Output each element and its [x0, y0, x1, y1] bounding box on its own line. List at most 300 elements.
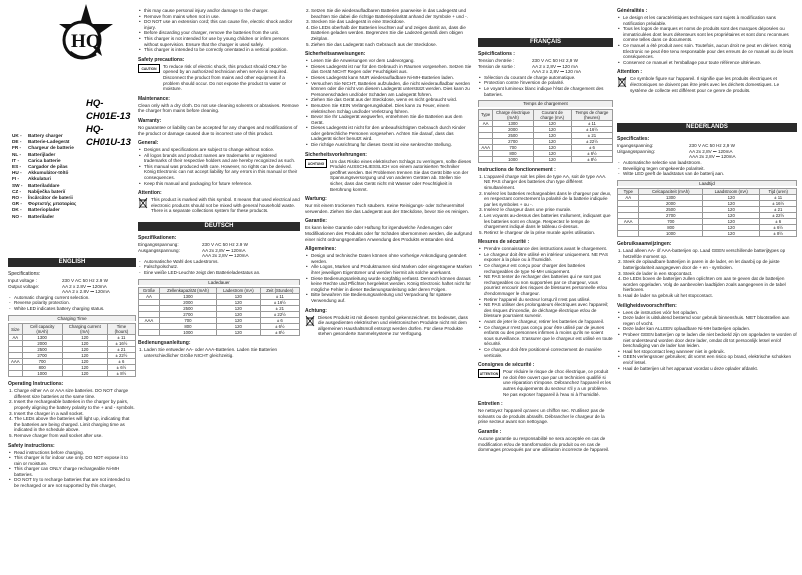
en-attention [138, 197, 300, 214]
table-cell: 2700 [22, 353, 62, 359]
lang-name: Încărcător de baterii [28, 195, 73, 201]
table-header: Charging current (mA) [62, 324, 107, 335]
german-section [138, 222, 300, 358]
column-1 [8, 0, 136, 575]
table-row [9, 371, 136, 377]
model-1: HQ-CH01E-13 [86, 98, 131, 122]
table-cell: 700 [639, 219, 703, 225]
nl-op-title: Gebruiksaanwijzingen: [617, 241, 672, 248]
table-cell: ± 21 [760, 207, 797, 213]
lang-code: ES - [12, 164, 22, 170]
en-output-label: Output voltage: [8, 283, 40, 289]
table-cell: 800 [493, 150, 533, 156]
fr-spec-list [478, 75, 613, 97]
lang-code: UK - [12, 133, 22, 138]
lang-code: SW - [12, 182, 23, 188]
fr-op-title: Instructions de fonctionnement : [478, 166, 556, 173]
list-item: • Lees de instructies vóór het opladen. [617, 310, 797, 316]
list-item: 5. Ziehen Sie das Ladegerät nach Gebrauch aus der Steckdose. [305, 42, 472, 48]
table-cell: ± 8½ [760, 231, 797, 237]
list-item: - White LED indicates battery charging status. [8, 306, 136, 312]
en-op-title: Operating Instructions: [8, 381, 64, 388]
table-row [139, 330, 300, 336]
table-cell: ± 6 [760, 219, 797, 225]
fr-general-list [617, 15, 797, 65]
table-cell: 1300 [22, 335, 62, 341]
table-cell: ± 11 [760, 195, 797, 201]
de-op-list [138, 347, 300, 358]
en-maint-text: Clean only with a dry cloth. Do not use cleaning solvents or abrasives. Remove the charger from mains before cleaning. [138, 102, 299, 114]
list-item: • NE PAS tenter de recharger des batteries qui ne sont pas rechargeables ou non supportées par ce chargeur, vous pourriez encourir des risques de blessures personnelle et/ou d'endommager le chargeur. [478, 274, 613, 296]
table-cell: 120 [62, 353, 107, 359]
list-item: 1. Laad alleen AA- óf AAA-batterijen op. Laad GEEN verschillende batterijtypes op hetzelfde moment op. [617, 248, 797, 259]
list-item: - Automatische selectie van laadstroom. [617, 160, 797, 166]
list-item: • Haal het stopcontact leeg wanneer niet in gebruik. [617, 349, 797, 355]
table-cell: ± 22½ [260, 312, 299, 318]
lang-name: Chargeur de batterie [28, 145, 74, 151]
lang-item [12, 214, 76, 220]
list-item: • Prendre connaissance des instructions avant le chargement. [478, 246, 613, 252]
list-item: • Dieses Ladegerät ist nicht für den unbeaufsichtigten Gebrauch durch Kinder oder gebrechliche Personen vorgesehen. Achten Sie darauf, dass das Ladegerät sicher benutzt wird. [305, 125, 472, 142]
de-precautions [305, 159, 472, 193]
column-2 [138, 0, 300, 575]
table-cell: 700 [159, 318, 216, 324]
list-item: • All logos brands and product names are trademarks or registered trademarks of their respective holders and are hereby recognized as such. [138, 153, 300, 164]
list-item: • Probeer GEEN batterijen op te laden die niet bedoeld zijn om opgeladen te worden of niet ondersteund worden door deze lader, omdat dit tot persoonlijk letsel en/of beschadiging van de lader kan leiden. [617, 332, 797, 349]
list-item: 3. Stecken Sie das Ladegerät in eine Steckdose. [305, 19, 472, 25]
fr-precautions-title: Consignes de sécurité : [478, 362, 535, 369]
table-cell: ± 16½ [760, 201, 797, 207]
list-item: • Designs and specifications are subject to change without notice. [138, 147, 300, 153]
table-cell: 120 [703, 207, 760, 213]
nl-charging-table [617, 188, 797, 237]
list-item: • Le design et les caractéristiques techniques sont sujets à modification sans notification préalable. [617, 15, 797, 26]
table-cell: ± 22½ [760, 213, 797, 219]
list-item: • Ce chargeur doit être positionné correctement de manière verticale. [478, 347, 613, 358]
list-item: 5. Retirez le chargeur de la prise murale après utilisation. [478, 230, 613, 236]
table-cell: 120 [703, 231, 760, 237]
table-cell: 120 [533, 156, 571, 162]
table-cell: 120 [62, 371, 107, 377]
language-list [12, 133, 76, 220]
hq-logo [8, 0, 136, 90]
de-warranty-text: Es kann keine Garantie oder Haftung für irgendwelche Änderungen oder Modifikationen des Produkts oder für Schäden übernommen werden, die aufgrund einer nicht ordnungsgemäßen Anwendung des Produkts entstanden sind. [305, 225, 472, 242]
nl-input-label: Ingangsspanning: [617, 143, 654, 149]
column-4 [478, 0, 613, 575]
english-section [8, 258, 136, 489]
table-cell: 1300 [639, 195, 703, 201]
lang-name: Battery charger [28, 133, 63, 138]
list-item: 3. Insert the charger in a wall socket. [8, 411, 136, 417]
list-item: 2. Setzen Sie die wiederaufladbaren Batterien paarweise in das Ladegerät und beachten Sie dabei die richtige Batteriepolarität anhand der Symbole + und -. [305, 8, 472, 19]
list-item: • Read instructions before charging. [8, 450, 136, 456]
en-general-list [138, 147, 300, 186]
list-item: • Bitte bewahren Sie Bedienungsanleitung und Verpackung für spätere Verwendung auf. [305, 292, 472, 303]
list-item: 1. L'appareil charge soit les piles de type AA, soit de type AAA. NE PAS charger des batteries d'un type différent simultanément. [478, 174, 613, 191]
column-5 [617, 0, 797, 575]
lang-code: FI - [12, 176, 20, 182]
nl-spec-title: Specificaties: [617, 136, 650, 143]
fr-output-value1: AA 2 x 2,8V ⎓ 120 mA [532, 63, 579, 69]
table-cell: ± 11 [107, 335, 135, 341]
list-item: • Design und technische Daten können ohne vorherige Ankündigung geändert werden. [305, 253, 472, 264]
lang-name: Carica batterie [28, 157, 61, 163]
table-cell: AAA [9, 359, 23, 365]
model-numbers [86, 97, 136, 149]
table-cell: ± 22½ [571, 138, 612, 144]
list-item: - Beveiliging tegen omgekeerde polariteit. [617, 166, 797, 172]
lang-name: Akkulaturi [28, 176, 51, 182]
table-cell: 2000 [22, 341, 62, 347]
list-item: 5. Remove charger from wall socket after use. [8, 433, 136, 439]
table-cell: 2700 [159, 312, 216, 318]
fr-input-value: 230 V AC 50 Hz 2,9 W [532, 58, 578, 63]
table-row [479, 156, 613, 162]
table-cell: ± 16½ [571, 126, 612, 132]
list-item: • Avant de jeter le chargeur, retirer les batteries de l'appareil. [478, 319, 613, 325]
lang-code: CZ - [12, 188, 22, 194]
list-item: • Conservez ce manuel et l'emballage pour toute référence ultérieure. [617, 60, 797, 66]
table-cell: 120 [703, 195, 760, 201]
list-item: • Versuchen Sie NICHT, Batterien aufzuladen, die nicht wiederaufladbar werden können oder die nicht von diesem Ladegerät unterstützt werden. Dies kann zu Personenschäden und/oder Schäden am Ladegerät führen. [305, 81, 472, 98]
table-cell: ± 21 [571, 132, 612, 138]
table-cell: 2700 [493, 138, 533, 144]
fr-spec-title: Spécifications : [478, 51, 515, 57]
table-row [618, 231, 797, 237]
dutch-header: NEDERLANDS [617, 123, 797, 132]
table-cell: AAA [479, 144, 493, 150]
table-cell: AA [479, 120, 493, 126]
list-item: • Ziehen Sie das Gerät aus der Steckdose, wenn es nicht gebraucht wird. [305, 97, 472, 103]
list-item: • Bevor Sie Ihr Ladegerät wegwerfen, entnehmen Sie die Batterien aus dem Gerät. [305, 114, 472, 125]
list-item: • DO NOT use an extension cord; this can cause fire, electric shock and/or injury. [138, 19, 300, 30]
table-cell: ± 6 [107, 359, 135, 365]
list-item: • NE PAS utiliser des prolongateurs électriques avec l'appareil; des risques d'incendie, de décharge électrique et/ou de blessure pourraient survenir. [478, 302, 613, 319]
weee-bin-icon [138, 197, 148, 209]
table-cell: AA [9, 335, 23, 341]
nl-output-label: Uitgangsspanning: [617, 148, 656, 154]
en-input-value: 230 V AC 50 Hz 2.9 W [62, 278, 108, 283]
list-item: 4. De LEDs boven de batterijen zullen oplichten om aan te geven dat de batterijen worden opgeladen. Volg de aanbevolen laadtijden zoals aangegeven in de tabel hierboven. [617, 276, 797, 293]
nl-output-value1: AA 2x 2,8V ⎓ 120mA [689, 148, 733, 154]
lang-name: Cargador de pilas [28, 164, 68, 170]
fr-attention-text: Ce symbole figure sur l'appareil. Il signifie que les produits électriques et électroniques ne doivent pas être jetés avec les déchets domestiques. Le système de collecte est différent pour ce genre de produits. [630, 76, 780, 93]
fr-safety-title: Mesures de sécurité : [478, 239, 530, 246]
table-cell [139, 330, 160, 336]
table-cell [9, 371, 23, 377]
table-cell: 1300 [493, 120, 533, 126]
list-item: • This manual was produced with care. However, no rights can be derived. König Electronic can not accept liability for any errors in this manual or their consequences. [138, 164, 300, 181]
english-header: ENGLISH [8, 258, 136, 267]
table-cell: AAA [139, 318, 160, 324]
table-header: Tijd (uren) [760, 189, 797, 195]
table-cell: 120 [62, 347, 107, 353]
fr-precautions [478, 369, 613, 397]
table-header: Zellenkapazität (mAh) [159, 288, 216, 294]
de-maint-title: Wartung: [305, 196, 327, 203]
de-maint-text: Nur mit einem trockenen Tuch säubern. Keine Reinigungs- oder Scheuermittel verwenden. Ziehen Sie das Ladegerät aus der Steckdose, bevor Sie es reinigen. [305, 203, 469, 214]
table-cell: AA [139, 294, 160, 300]
list-item: • Sélection du courant de charge automatique. [478, 75, 613, 81]
de-table-caption: Ladedauer [138, 279, 300, 286]
lang-name: Φορτιστής μπαταρίας [28, 201, 77, 207]
en-general-title: General: [138, 140, 159, 147]
list-item: • Ce chargeur n'est pas conçu pour être utilisé par de jeunes enfants ou des personnes infirmes à moins qu'ils ne soient sous surveillance. S'assurer que le chargeur est utilisé en toute sécurité. [478, 325, 613, 347]
lang-name: Batterioplader [28, 207, 60, 213]
table-cell [618, 231, 639, 237]
table-cell: 1000 [639, 231, 703, 237]
list-item: 3. Insérez le chargeur dans une prise murale. [478, 207, 613, 213]
fr-attention-title: Attention : [617, 69, 642, 76]
table-header: Courant de charge (mA) [533, 109, 571, 120]
table-cell: ± 22½ [107, 353, 135, 359]
lang-name: Batterilader [28, 213, 55, 219]
en-attention-text: This product is marked with this symbol. It means that used electrical and electronic products should not be mixed with general household waste. There is a separate collections system for these products. [151, 197, 300, 214]
fr-attention [617, 76, 797, 93]
table-cell: 1300 [159, 294, 216, 300]
en-warranty-title: Warranty: [138, 117, 162, 124]
lang-name: Nabíječka baterií [28, 188, 66, 194]
list-item: • Alle Logos, Marken und Produktnamen sind Marken oder eingetragene Marken ihrer jeweiligen Eigentümer und werden hiermit als solche anerkannt. [305, 264, 472, 275]
table-cell: 2500 [493, 132, 533, 138]
de-attention [305, 315, 472, 337]
list-item: • Ce manuel a été produit avec soin. Toutefois, aucun droit ne peut en dériver. König Electronic ne peut être tenu responsable pour des erreurs de ce manuel ou de leurs conséquences. [617, 43, 797, 60]
fr-warranty-text: Aucune garantie ou responsabilité ne sera acceptée en cas de modification et/ou de transformation du produit ou en cas de dommages provoqués par une utilisation incorrecte de l'appareil. [478, 435, 610, 453]
en-output-value1: AA 2 x 2.8V ⎓ 120mA [62, 283, 107, 289]
table-header: Temps de charge (heures) [571, 109, 612, 120]
table-cell: 120 [217, 306, 261, 312]
table-header: Laadstroom (mA) [703, 189, 760, 195]
list-item: 4. The LEDs above the batteries will light up, indicating that the batteries are being charged. Limit charging time as indicated in the schedule above. [8, 416, 136, 433]
table-cell: 120 [533, 144, 571, 150]
list-item: - Falschpolschutz. [138, 264, 300, 270]
caution-shock-icon: ACHTUNG [305, 159, 327, 168]
list-item: 4. Les voyants au-dessus des batteries s'allument, indiquant que les batteries sont en charge. Respectez le temps de chargement indiqué dans le tableau ci-dessus. [478, 213, 613, 230]
table-cell: ± 16½ [107, 341, 135, 347]
de-safety-list [305, 58, 472, 148]
list-item: • Dieses Ladegerät ist nur für den Gebrauch in Räumen vorgesehen. Setzen Sie das Gerät NICHT Regen oder Feuchtigkeit aus. [305, 64, 472, 75]
lang-name: Batteriladdare [28, 182, 60, 188]
list-item: - Reverse polarity protection. [8, 300, 136, 306]
table-cell: 120 [703, 201, 760, 207]
table-cell: ± 21 [107, 347, 135, 353]
list-item: • This charger is for indoor use only. DO NOT expose it to rain or moisture. [8, 455, 136, 466]
fr-precautions-text: Pour réduire le risque de choc électrique, ce produit ne doit être ouvert que par un technicien qualifié si une réparation s'impose. Débranchez l'appareil et les autres équipements du secteur s'il y a un problème. Ne pas exposer l'appareil à l'eau ni à l'humidité. [503, 369, 611, 397]
table-cell: ± 6½ [260, 324, 299, 330]
de-general-title: Allgemeines: [305, 246, 337, 253]
table-cell: 2000 [493, 126, 533, 132]
table-cell: 2000 [159, 300, 216, 306]
fr-table-caption: Temps de chargement [478, 100, 613, 107]
table-cell: ± 8½ [260, 330, 299, 336]
svg-text:HQ: HQ [71, 31, 101, 52]
fr-output-value2: AAA 2 x 2,8V ⎓ 120 mA [532, 69, 582, 75]
table-cell: ± 6 [571, 144, 612, 150]
fr-warranty-title: Garantie : [478, 428, 502, 435]
list-item: • Before discarding your charger, remove the batteries from the unit. [138, 30, 300, 36]
de-output-value2: AAA 2x 2,8V ⎓ 120mA [202, 253, 249, 259]
de-output-value1: AA 2x 2,8V ⎓ 120mA [202, 247, 246, 253]
table-header: Ladestrom (mA) [217, 288, 261, 294]
table-cell: 120 [217, 312, 261, 318]
list-item: - Witte LED geeft de laadstatus van de batterij aan. [617, 171, 797, 177]
en-safety-list [8, 450, 136, 489]
list-item: 2. Insert the rechargeable batteries in the charger by pairs, properly aligning the battery polarity to the + and - symbols. [8, 399, 136, 410]
de-output-label: Ausgangsspannung: [138, 247, 180, 253]
table-cell: 700 [493, 144, 533, 150]
nl-safety-list [617, 310, 797, 372]
list-item: 2. Steek de oplaadbare batterijen in paren in de lader, en let daarbij op de juiste batterijpolariteit aangegeven door de + en - symbolen. [617, 259, 797, 270]
lang-name: Batterie-Ladegerät [28, 139, 70, 145]
lang-code: DK - [12, 207, 22, 213]
en-spec-list [8, 295, 136, 312]
table-header: Größe [139, 288, 160, 294]
fr-maint-title: Entretien : [478, 401, 503, 408]
de-attention-text: Dieses Produkt ist mit diesem Symbol gekennzeichnet. Es bedeutet, dass die ausgedienten elektrischen und elektronischen Produkte nicht mit dem allgemeinen Haushaltsmüll entsorgt werden dürfen. Für diese Produkte stehen gesonderte Sammelsysteme zur Verfügung. [318, 314, 468, 337]
fr-input-label: Tension d'entrée : [478, 58, 515, 63]
table-cell: 120 [533, 120, 571, 126]
nl-safety-title: Veiligheidsvoorschriften: [617, 302, 677, 309]
table-cell: AA [618, 195, 639, 201]
german-header: DEUTSCH [138, 222, 300, 231]
table-header: Time (hours) [107, 324, 135, 335]
de-spec-list [138, 259, 300, 276]
table-cell: ± 8½ [571, 156, 612, 162]
table-cell: 120 [533, 132, 571, 138]
lang-code: FR - [12, 145, 22, 151]
lang-code: HU - [12, 170, 22, 176]
list-item: • Le voyant lumineux blanc indique l'état de chargement des batteries. [478, 86, 613, 97]
model-2: HQ-CH01U-13 [86, 124, 131, 148]
en-input-label: Input voltage : [8, 278, 37, 283]
list-item: • This charger is not intended for use by young children or infirm persons without supervision. Ensure that the charger is used safely. [138, 36, 300, 47]
lang-code: NL - [12, 151, 22, 157]
table-cell: ± 6½ [107, 365, 135, 371]
en-safety-title: Safety instructions: [8, 442, 55, 449]
list-item: • Le chargeur doit être utilisé en intérieur uniquement. NE PAS exposer à la pluie ou à l'humidité. [478, 252, 613, 263]
en-output-value2: AAA 2 x 2.8V ⎓ 120mA [62, 289, 110, 295]
table-cell: 120 [703, 213, 760, 219]
fr-safety-list [478, 246, 613, 358]
de-charging-table [138, 287, 300, 336]
table-header: Type [479, 109, 493, 120]
en-safety-list-continued [138, 8, 300, 53]
fr-general-title: Généralités : [617, 8, 648, 14]
table-cell: ± 21 [260, 306, 299, 312]
caution-shock-icon: ATTENTION [478, 369, 500, 378]
en-warranty-text: No guarantee or liability can be accepted for any changes and modifications of the product or damage caused due to incorrect use of this product. [138, 124, 298, 136]
de-op-list-continued [305, 8, 472, 47]
list-item: • Protection contre l'inversion de polarité. [478, 80, 613, 86]
table-cell: ± 11 [260, 294, 299, 300]
table-cell: ± 8½ [107, 371, 135, 377]
french-section [478, 38, 613, 453]
table-cell: AAA [618, 219, 639, 225]
list-item: • Dieses Ladegerät kann NUR wiederaufladbare Ni-MH-Batterien laden. [305, 75, 472, 81]
list-item: • Remove from mains when not in use. [138, 14, 300, 20]
table-header: Cell capacity (mAh) [22, 324, 62, 335]
table-cell: ± 6½ [571, 150, 612, 156]
table-cell: 120 [217, 294, 261, 300]
list-item: - Automatische Wahl des Ladestroms. [138, 259, 300, 265]
table-cell: ± 16½ [260, 300, 299, 306]
table-header: Size [9, 324, 23, 335]
de-precautions-text: Um das Risiko eines elektrischen Schlags zu verringern, sollte dieses Produkt AUSSCHLIESSLICH von einem autorisierten Techniker geöffnet werden. Bei Problemen trennen Sie das Gerät bitte von der Spannungsversorgung und von anderen Geräten ab. Stellen Sie sicher, dass das Gerät nicht mit Wasser oder Feuchtigkeit in Berührung kommt. [330, 158, 472, 192]
table-cell: 120 [703, 219, 760, 225]
de-precautions-title: Sicherheitsvorkehrungen: [305, 151, 367, 158]
list-item: 4. Die LEDs oberhalb der Batterien leuchten auf und zeigen damit an, dass die Batterien geladen werden. Begrenzen Sie die Ladezeit gemäß dem obigen Zeitplan. [305, 25, 472, 42]
table-cell: ± 6½ [760, 225, 797, 231]
list-item: • Diese Bedienungsanleitung wurde sorgfältig verfasst. Dennoch können daraus keine Rechte und Pflichten hergeleitet werden. König Electronic haftet nicht für mögliche Fehler in dieser Bedienungsanleitung oder deren Folgen. [305, 276, 472, 293]
table-cell: 2000 [639, 201, 703, 207]
table-cell: 120 [217, 324, 261, 330]
list-item: • Tous les logos de marques et noms de produits sont des marques déposées ou immatriculées dont leurs détenteurs sont les propriétaires et sont donc reconnues comme telles dans ce documents. [617, 26, 797, 43]
list-item: - Eine weiße LED-Leuchte zeigt den Batterieladestatus an. [138, 270, 300, 276]
de-attention-title: Achtung: [305, 307, 327, 314]
nl-table-caption: Laadtijd [617, 180, 797, 187]
en-op-list [8, 388, 136, 438]
de-safety-title: Sicherheitsanweisungen: [305, 51, 366, 58]
table-cell: 120 [62, 341, 107, 347]
list-item: - Automatic charging current selection. [8, 295, 136, 301]
en-precautions-title: Safety precautions: [138, 56, 185, 63]
table-cell: ± 6 [260, 318, 299, 324]
list-item: • DO NOT try to recharge batteries that are not intended to be recharged or are not supported by this charger, [8, 477, 136, 488]
table-cell: 120 [533, 138, 571, 144]
list-item: 2. Insérez les batteries rechargeables dans le chargeur par deux, en respectant correctement la polarité de la batterie indiquée par les symboles + ou -. [478, 191, 613, 208]
lang-name: Batterijlader [28, 151, 56, 157]
list-item: • Retirer l'appareil du secteur lorsqu'il n'est pas utilisé. [478, 297, 613, 303]
table-header: Zeit (Stunden) [260, 288, 299, 294]
fr-charging-table [478, 109, 613, 163]
table-cell: 120 [62, 365, 107, 371]
table-cell: 120 [533, 126, 571, 132]
table-cell [479, 156, 493, 162]
list-item: • Benutzen Sie KEIN Verlängerungskabel. Dies kann zu Feuer, einem elektrischen Schlag und/oder Verletzung führen. [305, 103, 472, 114]
table-header: Type [618, 189, 639, 195]
fr-output-label: Tension de sortie : [478, 63, 516, 69]
table-cell: 800 [639, 225, 703, 231]
fr-op-list [478, 174, 613, 236]
french-header: FRANÇAIS [478, 38, 613, 47]
table-cell: 1000 [159, 330, 216, 336]
en-attention-title: Attention: [138, 190, 162, 197]
de-op-title: Bedienungsanleitung: [138, 340, 191, 347]
list-item: • Die richtige Ausrichtung für dieses Gerät ist eine senkrechte Stellung. [305, 142, 472, 148]
list-item: 3. Steek de lader in een stopcontact. [617, 271, 797, 277]
table-cell: 1000 [22, 371, 62, 377]
list-item: • Lesen Sie die Anweisungen vor dem Ladevorgang. [305, 58, 472, 64]
lang-code: RO - [12, 195, 22, 201]
list-item: • GEEN verlengsnoer gebruiken; dit vormt een risico op brand, elektrische schokken en/of letsel. [617, 354, 797, 365]
table-cell: 120 [217, 318, 261, 324]
en-precautions-text: To reduce risk of electric shock, this product should ONLY be opened by an authorized technician when service is required. Disconnect the product from mains and other equipment if a problem should occur. Do not expose the product to water or moisture. [163, 63, 288, 92]
list-item: • Keep this manual and packaging for future reference. [138, 181, 300, 187]
nl-input-value: 230 V AC 50 Hz 2,9 W [689, 143, 735, 149]
table-cell: 2500 [159, 306, 216, 312]
de-input-label: Eingangsspannung: [138, 242, 179, 248]
table-cell: 120 [533, 150, 571, 156]
de-input-value: 230 V AC 50 Hz 2.9 W [202, 242, 248, 248]
nl-op-list [617, 248, 797, 298]
lang-name: Akkumulátor-töltő [28, 170, 69, 176]
en-precautions [138, 64, 300, 92]
table-cell: 120 [217, 300, 261, 306]
table-cell: 700 [22, 359, 62, 365]
fr-maint-text: Ne nettoyez l'appareil qu'avec un chiffon sec. N'utilisez pas de solvants ou de produits abrasifs. Débrancher le chargeur de la prise secteur avant son nettoyage. [478, 408, 605, 425]
table-cell: 2700 [639, 213, 703, 219]
list-item: • Haal de batterijen uit het apparaat voordat u deze oplader afdankt. [617, 366, 797, 372]
